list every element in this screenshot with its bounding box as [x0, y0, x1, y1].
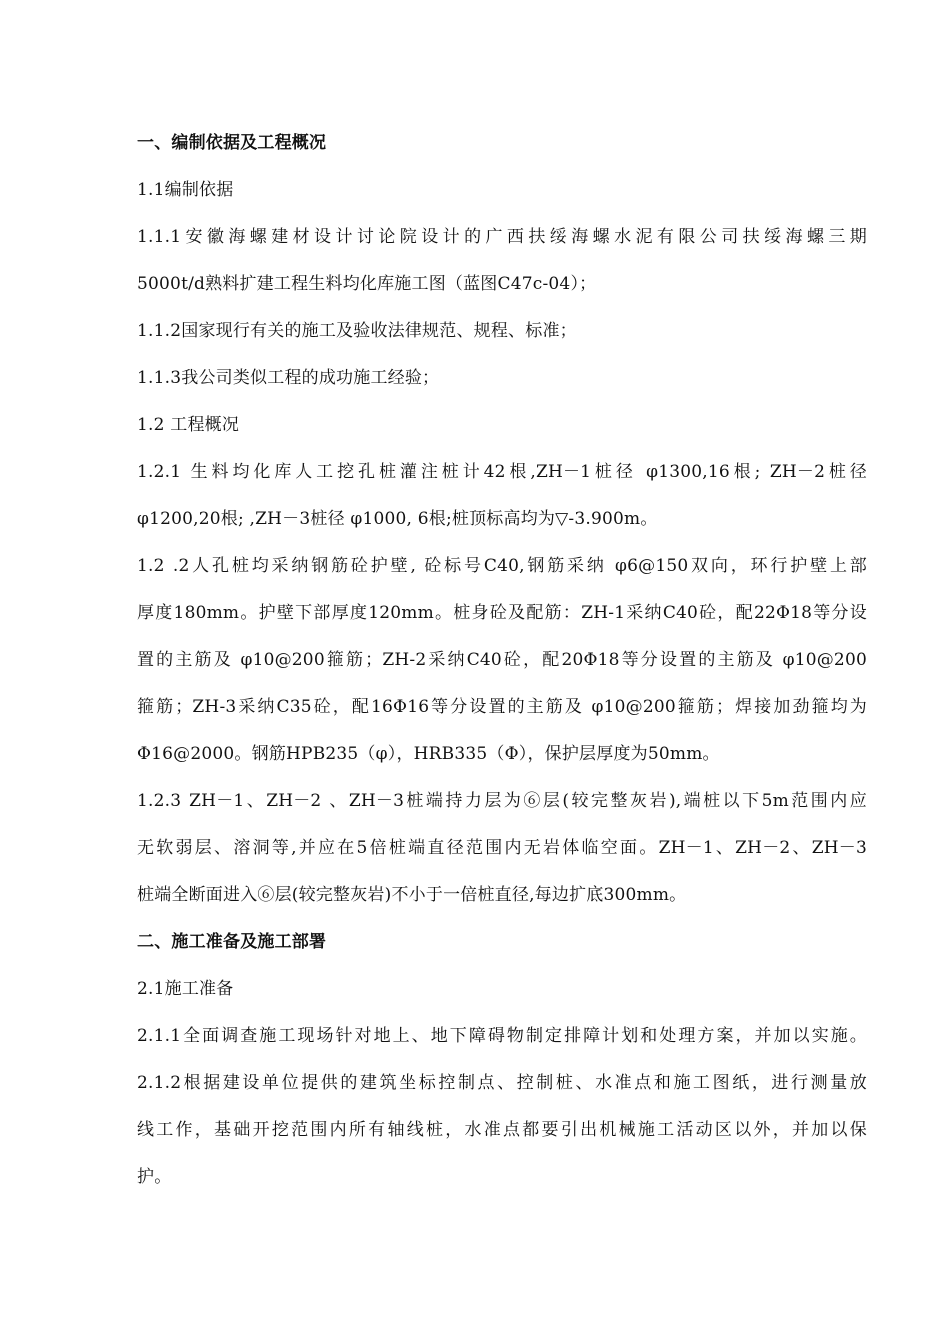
paragraph-line: 1.2.1 生料均化库人工挖孔桩灌注桩计42根,ZH－1桩径 φ1300,16根; ZH－2桩径: [137, 462, 867, 482]
paragraph-line: 厚度180mm。护壁下部厚度120mm。桩身砼及配筋：ZH-1采纳C40砼，配22Φ18等分设: [137, 603, 867, 623]
paragraph-line: 5000t/d熟料扩建工程生料均化库施工图（蓝图C47c-04）；: [137, 274, 597, 294]
paragraph-line: φ1200,20根; ,ZH－3桩径 φ1000, 6根;桩顶标高均为▽-3.900m。: [137, 509, 658, 529]
paragraph-line: 护。: [137, 1167, 172, 1187]
paragraph-line: 线工作，基础开挖范围内所有轴线桩，水准点都要引出机械施工活动区以外，并加以保: [137, 1120, 867, 1140]
document-page: [137, 120, 867, 1201]
paragraph-line: 箍筋；ZH-3采纳C35砼，配16Φ16等分设置的主筋及 φ10@200箍筋；焊接加劲箍均为: [137, 697, 867, 717]
paragraph-line: Φ16@2000。钢筋HPB235（φ），HRB335（Φ），保护层厚度为50mm。: [137, 744, 720, 764]
section-heading-1: 一、编制依据及工程概况: [137, 133, 327, 153]
subsection-heading-1-1: 1.1编制依据: [137, 180, 234, 200]
paragraph-line: 置的主筋及 φ10@200箍筋；ZH-2采纳C40砼，配20Φ18等分设置的主筋及 φ10@200: [137, 650, 867, 670]
paragraph-line: 2.1.2根据建设单位提供的建筑坐标控制点、控制桩、水准点和施工图纸，进行测量放: [137, 1073, 867, 1093]
paragraph-line: 2.1.1全面调查施工现场针对地上、地下障碍物制定排障计划和处理方案，并加以实施。: [137, 1026, 867, 1046]
paragraph-line: 1.2 .2人孔桩均采纳钢筋砼护壁, 砼标号C40,钢筋采纳 φ6@150双向，环行护壁上部: [137, 556, 867, 576]
paragraph-line: 1.2.3 ZH－1、ZH－2 、ZH－3桩端持力层为⑥层(较完整灰岩),端桩以下5m范围内应: [137, 791, 867, 811]
section-heading-2: 二、施工准备及施工部署: [137, 932, 327, 952]
paragraph-line: 无软弱层、溶洞等,并应在5倍桩端直径范围内无岩体临空面。ZH－1、ZH－2、ZH－3: [137, 838, 867, 858]
paragraph-line: 1.1.2国家现行有关的施工及验收法律规范、规程、标准；: [137, 321, 577, 341]
paragraph-line: 1.1.1安徽海螺建材设计讨论院设计的广西扶绥海螺水泥有限公司扶绥海螺三期: [137, 227, 867, 247]
paragraph-line: 1.1.3我公司类似工程的成功施工经验；: [137, 368, 440, 388]
subsection-heading-1-2: 1.2 工程概况: [137, 415, 240, 435]
subsection-heading-2-1: 2.1施工准备: [137, 979, 234, 999]
paragraph-line: 桩端全断面进入⑥层(较完整灰岩)不小于一倍桩直径,每边扩底300mm。: [137, 885, 687, 905]
